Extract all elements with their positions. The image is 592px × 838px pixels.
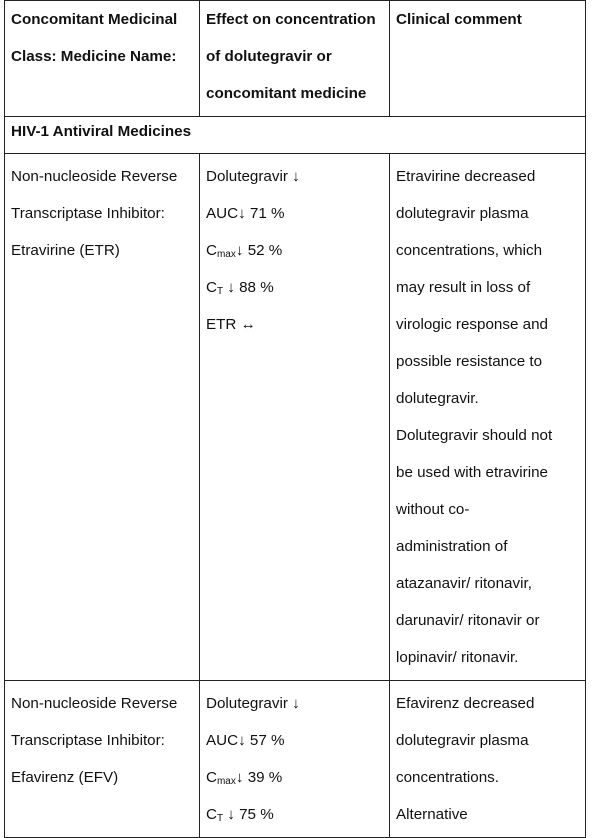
cell-text-line: Non-nucleoside Reverse: [11, 168, 178, 185]
comment-cell: [390, 681, 586, 838]
ct-base: C: [206, 806, 217, 823]
cmax-line: [206, 759, 384, 796]
cell-text-line: dolutegravir plasma: [396, 205, 529, 222]
header-effect: [200, 1, 390, 117]
cell-text-line: possible resistance to: [396, 353, 543, 370]
cell-text-line: dolutegravir.: [396, 390, 479, 407]
cmax-value: ↓ 52 %: [235, 242, 283, 259]
ct-value: ↓ 88 %: [223, 279, 274, 296]
cmax-subscript: max: [216, 776, 236, 787]
ct-line: [206, 269, 384, 306]
interaction-table: [4, 0, 586, 838]
header-text-line: Clinical comment: [396, 11, 522, 28]
header-text-line: of dolutegravir or: [206, 48, 332, 65]
ct-subscript: T: [216, 813, 224, 824]
cell-text-line: concentrations, which: [396, 242, 543, 259]
cell-text-line: darunavir/ ritonavir or: [396, 612, 540, 629]
cell-text-line: AUC↓ 57 %: [206, 732, 285, 749]
cell-text-line: Etravirine decreased: [396, 168, 536, 185]
ct-line: [206, 796, 384, 833]
cell-text-line: may result in loss of: [396, 279, 531, 296]
medicine-cell: [5, 154, 200, 681]
header-text-line: Concomitant Medicinal: [11, 11, 178, 28]
cell-text-line: without co-: [396, 501, 470, 518]
medicine-cell: [5, 681, 200, 838]
cell-text-line: Alternative: [396, 806, 468, 823]
ct-value: ↓ 75 %: [223, 806, 274, 823]
cell-text-line: Efavirenz decreased: [396, 695, 535, 712]
effect-cell: [200, 154, 390, 681]
table-row: [5, 154, 586, 681]
cmax-subscript: max: [216, 249, 236, 260]
header-text-line: concomitant medicine: [206, 85, 367, 102]
cell-text-line: Etravirine (ETR): [11, 242, 120, 259]
cell-text-line: AUC↓ 71 %: [206, 205, 285, 222]
cell-text-line: lopinavir/ ritonavir.: [396, 649, 519, 666]
cmax-base: C: [206, 769, 217, 786]
table-header-row: [5, 1, 586, 117]
cell-text-line: Dolutegravir ↓: [206, 695, 300, 712]
cell-text-line: Transcriptase Inhibitor:: [11, 205, 165, 222]
cmax-line: [206, 232, 384, 269]
cell-text-line: Dolutegravir should not: [396, 427, 553, 444]
cell-text-line: be used with etravirine: [396, 464, 548, 481]
cell-text-line: concentrations.: [396, 769, 499, 786]
section-row: [5, 117, 586, 154]
cmax-value: ↓ 39 %: [235, 769, 283, 786]
table-row: [5, 681, 586, 838]
header-clinical-comment: [390, 1, 586, 117]
cell-text-line: Dolutegravir ↓: [206, 168, 300, 185]
header-text-line: Class: Medicine Name:: [11, 48, 177, 65]
header-medicine-class: [5, 1, 200, 117]
cell-text-line: Non-nucleoside Reverse: [11, 695, 178, 712]
cell-text-line: ETR ↔: [206, 316, 256, 333]
effect-cell: [200, 681, 390, 838]
ct-subscript: T: [216, 286, 224, 297]
comment-cell: [390, 154, 586, 681]
cell-text-line: virologic response and: [396, 316, 548, 333]
header-text-line: Effect on concentration: [206, 11, 376, 28]
cmax-base: C: [206, 242, 217, 259]
cell-text-line: dolutegravir plasma: [396, 732, 529, 749]
cell-text-line: Transcriptase Inhibitor:: [11, 732, 165, 749]
cell-text-line: atazanavir/ ritonavir,: [396, 575, 532, 592]
cell-text-line: Efavirenz (EFV): [11, 769, 119, 786]
cell-text-line: administration of: [396, 538, 508, 555]
section-title: HIV-1 Antiviral Medicines: [5, 117, 586, 154]
ct-base: C: [206, 279, 217, 296]
